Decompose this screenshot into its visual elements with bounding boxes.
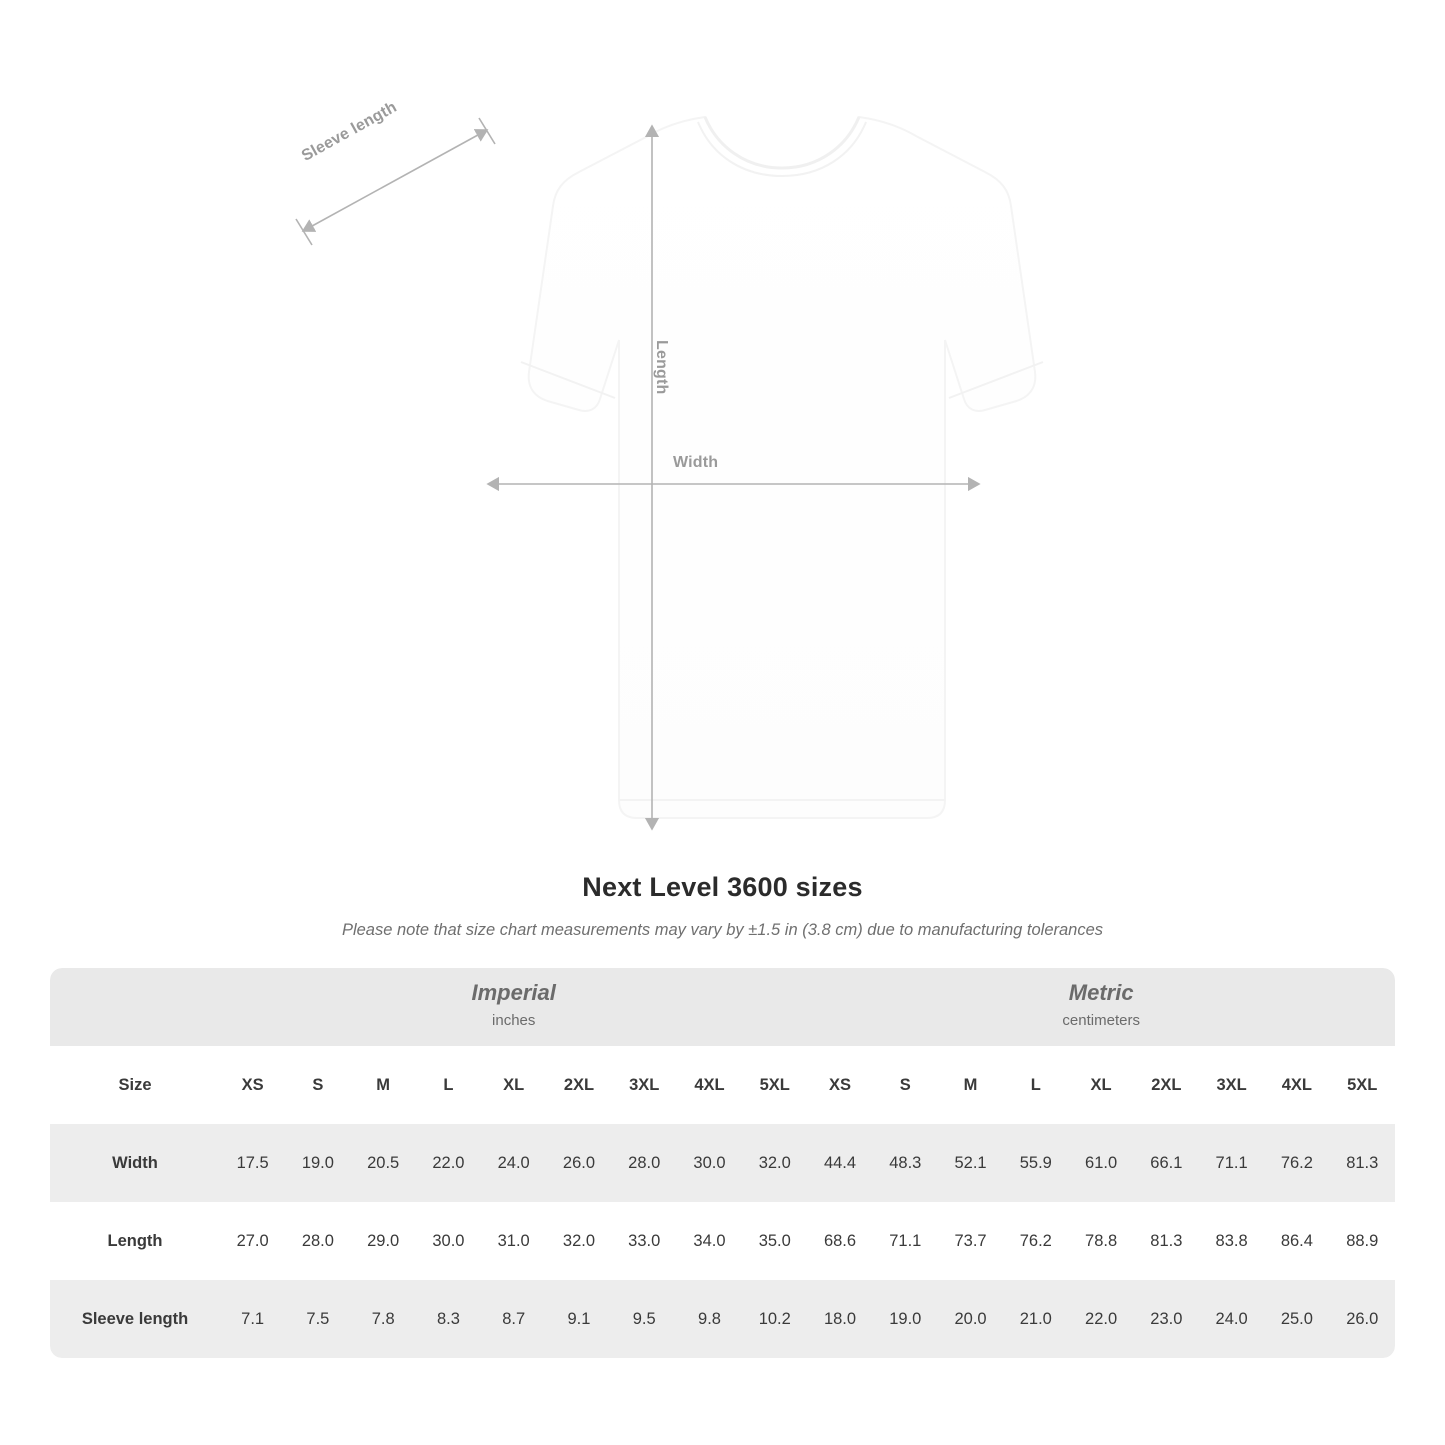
size-metric-3xl: 3XL (1199, 1046, 1264, 1124)
width-metric-m: 52.1 (938, 1124, 1003, 1202)
width-imperial-l: 22.0 (416, 1124, 481, 1202)
unit-sub-metric: centimeters (1062, 1011, 1140, 1029)
width-imperial-3xl: 28.0 (612, 1124, 677, 1202)
table-row-width (50, 1124, 1395, 1202)
table-size-row (50, 1046, 1395, 1124)
size-metric-l: L (1003, 1046, 1068, 1124)
unit-name-imperial: Imperial (471, 980, 556, 1005)
sleeve-imperial-l: 8.3 (416, 1280, 481, 1358)
width-imperial-xs: 17.5 (220, 1124, 285, 1202)
sleeve-imperial-4xl: 9.8 (677, 1280, 742, 1358)
sleeve-metric-l: 21.0 (1003, 1280, 1068, 1358)
row-label-width: Width (50, 1124, 220, 1202)
title-block (0, 872, 1445, 940)
length-metric-xs: 68.6 (807, 1202, 872, 1280)
length-metric-m: 73.7 (938, 1202, 1003, 1280)
sleeve-imperial-3xl: 9.5 (612, 1280, 677, 1358)
length-metric-4xl: 86.4 (1264, 1202, 1329, 1280)
length-imperial-2xl: 32.0 (546, 1202, 611, 1280)
width-imperial-2xl: 26.0 (546, 1124, 611, 1202)
length-imperial-l: 30.0 (416, 1202, 481, 1280)
size-table-wrapper (50, 968, 1395, 1358)
length-imperial-s: 28.0 (285, 1202, 350, 1280)
length-imperial-3xl: 33.0 (612, 1202, 677, 1280)
sleeve-metric-3xl: 24.0 (1199, 1280, 1264, 1358)
size-metric-4xl: 4XL (1264, 1046, 1329, 1124)
unit-name-metric: Metric (1068, 980, 1134, 1005)
width-metric-2xl: 66.1 (1134, 1124, 1199, 1202)
sleeve-imperial-xl: 8.7 (481, 1280, 546, 1358)
page-title: Next Level 3600 sizes (582, 872, 863, 902)
unit-header-spacer (50, 968, 220, 1046)
size-row-label: Size (50, 1046, 220, 1124)
size-imperial-4xl: 4XL (677, 1046, 742, 1124)
sleeve-metric-s: 19.0 (873, 1280, 938, 1358)
sleeve-imperial-xs: 7.1 (220, 1280, 285, 1358)
width-metric-3xl: 71.1 (1199, 1124, 1264, 1202)
width-imperial-s: 19.0 (285, 1124, 350, 1202)
width-metric-4xl: 76.2 (1264, 1124, 1329, 1202)
sleeve-metric-xs: 18.0 (807, 1280, 872, 1358)
size-imperial-xs: XS (220, 1046, 285, 1124)
sleeve-imperial-s: 7.5 (285, 1280, 350, 1358)
length-metric-l: 76.2 (1003, 1202, 1068, 1280)
length-imperial-4xl: 34.0 (677, 1202, 742, 1280)
unit-sub-imperial: inches (492, 1011, 536, 1029)
size-metric-5xl: 5XL (1330, 1046, 1395, 1124)
length-label: Length (653, 340, 670, 395)
width-metric-5xl: 81.3 (1330, 1124, 1395, 1202)
sleeve-length-label: Sleeve length (299, 98, 400, 165)
size-imperial-2xl: 2XL (546, 1046, 611, 1124)
width-label: Width (673, 454, 719, 471)
sleeve-imperial-m: 7.8 (351, 1280, 416, 1358)
table-unit-header-row (50, 968, 1395, 1046)
size-imperial-3xl: 3XL (612, 1046, 677, 1124)
width-imperial-xl: 24.0 (481, 1124, 546, 1202)
length-imperial-xl: 31.0 (481, 1202, 546, 1280)
size-metric-s: S (873, 1046, 938, 1124)
size-imperial-s: S (285, 1046, 350, 1124)
sleeve-metric-5xl: 26.0 (1330, 1280, 1395, 1358)
size-table (50, 968, 1395, 1358)
size-metric-xs: XS (807, 1046, 872, 1124)
length-imperial-m: 29.0 (351, 1202, 416, 1280)
length-metric-5xl: 88.9 (1330, 1202, 1395, 1280)
width-imperial-5xl: 32.0 (742, 1124, 807, 1202)
size-metric-xl: XL (1068, 1046, 1133, 1124)
width-metric-xl: 61.0 (1068, 1124, 1133, 1202)
sleeve-imperial-2xl: 9.1 (546, 1280, 611, 1358)
unit-header-metric (807, 968, 1395, 1046)
length-imperial-5xl: 35.0 (742, 1202, 807, 1280)
sleeve-metric-m: 20.0 (938, 1280, 1003, 1358)
length-metric-xl: 78.8 (1068, 1202, 1133, 1280)
length-metric-2xl: 81.3 (1134, 1202, 1199, 1280)
sleeve-metric-xl: 22.0 (1068, 1280, 1133, 1358)
unit-header-imperial (220, 968, 807, 1046)
table-row-sleeve-length (50, 1280, 1395, 1358)
size-imperial-xl: XL (481, 1046, 546, 1124)
size-imperial-5xl: 5XL (742, 1046, 807, 1124)
size-imperial-m: M (351, 1046, 416, 1124)
length-metric-s: 71.1 (873, 1202, 938, 1280)
size-imperial-l: L (416, 1046, 481, 1124)
width-metric-l: 55.9 (1003, 1124, 1068, 1202)
sleeve-imperial-5xl: 10.2 (742, 1280, 807, 1358)
width-metric-s: 48.3 (873, 1124, 938, 1202)
size-metric-2xl: 2XL (1134, 1046, 1199, 1124)
size-metric-m: M (938, 1046, 1003, 1124)
width-imperial-4xl: 30.0 (677, 1124, 742, 1202)
width-metric-xs: 44.4 (807, 1124, 872, 1202)
length-metric-3xl: 83.8 (1199, 1202, 1264, 1280)
width-imperial-m: 20.5 (351, 1124, 416, 1202)
tolerance-note: Please note that size chart measurements may vary by ±1.5 in (3.8 cm) due to manufacturing tolerances (341, 921, 1104, 939)
row-label-length: Length (50, 1202, 220, 1280)
row-label-sleeve-length: Sleeve length (50, 1280, 220, 1358)
length-imperial-xs: 27.0 (220, 1202, 285, 1280)
table-row-length (50, 1202, 1395, 1280)
sleeve-metric-2xl: 23.0 (1134, 1280, 1199, 1358)
sleeve-metric-4xl: 25.0 (1264, 1280, 1329, 1358)
